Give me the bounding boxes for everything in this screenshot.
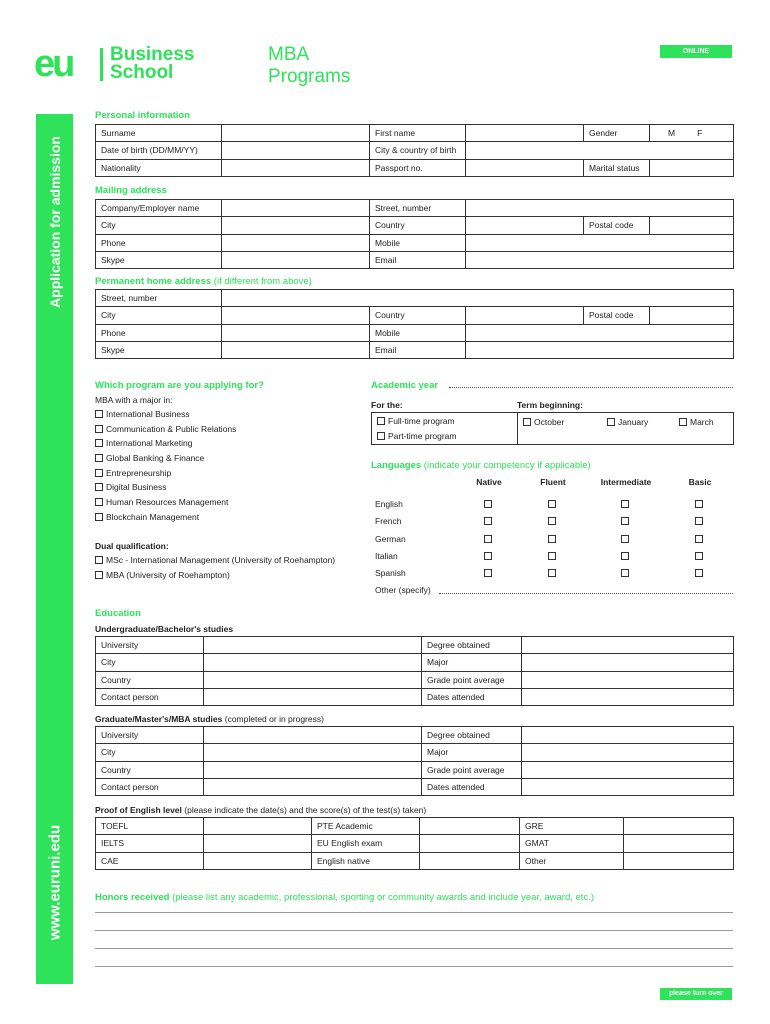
dual-label: MBA (University of Roehampton) [106,569,230,580]
label-phone: Phone [96,234,222,251]
permanent-address-table [95,289,734,359]
sidebar-url: www.euruni.edu [46,824,63,941]
ug-university-field[interactable] [204,637,422,654]
checkbox-icon[interactable] [484,517,492,525]
other-language-row [375,585,733,595]
perm-street-field[interactable] [222,290,734,307]
checkbox-icon[interactable] [548,517,556,525]
major-label: International Business [106,409,190,419]
ug-degree-field[interactable] [522,637,734,654]
eu-business-school-logo [34,44,224,86]
english-other-field[interactable] [624,852,734,869]
gre-field[interactable] [624,818,734,835]
program-heading [268,44,350,88]
major-label: Entrepreneurship [106,467,172,478]
major-item[interactable] [95,436,236,451]
january-option[interactable] [607,417,648,427]
label-cae: CAE [96,852,204,869]
label-nationality: Nationality [96,159,222,176]
major-list [95,407,236,525]
label-g-degree: Degree obtained [422,727,522,744]
languages-note: (indicate your competency if applicable) [423,460,591,471]
label-perm-skype: Skype [96,341,222,358]
sidebar-title: Application for admission [46,136,63,308]
other-language-field[interactable] [439,593,733,594]
label-postal: Postal code [584,217,650,234]
level-intermediate: Intermediate [600,476,652,487]
label-perm-phone: Phone [96,324,222,341]
major-item[interactable] [95,510,236,525]
sidebar-band [36,114,73,984]
logo-divider [100,48,103,81]
dual-item[interactable] [95,553,335,568]
g-major-field[interactable] [522,744,734,761]
languages-title-text: Languages [371,460,422,471]
fulltime-option[interactable] [377,414,512,429]
english-note: (please indicate the date(s) and the score(s) of the test(s) taken) [184,805,427,815]
label-passport: Passport no. [370,159,466,176]
checkbox-icon[interactable] [695,500,703,508]
label-g-major: Major [422,744,522,761]
gender-m[interactable]: M [668,128,676,139]
dual-item[interactable] [95,568,335,583]
october-option[interactable] [523,417,564,427]
label-gre: GRE [520,818,624,835]
major-label: Blockchain Management [106,511,200,522]
major-item[interactable] [95,422,236,437]
company-field[interactable] [222,200,370,217]
language-german: German [375,533,406,544]
languages-table [371,473,733,582]
ug-dates-field[interactable] [522,688,734,705]
logo-line-1: Business [110,44,195,65]
ug-gpa-field[interactable] [522,671,734,688]
perm-mobile-field[interactable] [466,324,734,341]
january-label: January [618,417,649,427]
perm-postal-field[interactable] [650,307,734,324]
country-field[interactable] [466,217,584,234]
city-country-birth-field[interactable] [466,142,734,159]
turn-over-badge: please turn over [660,988,732,1000]
major-item[interactable] [95,480,236,495]
label-ug-university: University [96,637,204,654]
section-title-education: Education [95,608,141,619]
toefl-field[interactable] [204,818,312,835]
checkbox-icon[interactable] [484,552,492,560]
language-italian: Italian [375,550,398,561]
checkbox-icon[interactable] [95,571,103,579]
label-perm-street: Street, number [96,290,222,307]
marital-field[interactable] [650,159,734,176]
pte-field[interactable] [420,818,520,835]
major-item[interactable] [95,495,236,510]
checkbox-icon[interactable] [695,535,703,543]
language-english: English [375,498,403,509]
label-surname: Surname [96,125,222,142]
program-heading-line-1: MBA [268,44,310,65]
level-basic: Basic [688,476,712,487]
gender-field[interactable] [650,125,734,142]
mobile-field[interactable] [466,234,734,251]
postal-field[interactable] [650,217,734,234]
english-title-row [95,805,426,815]
checkbox-icon[interactable] [95,425,103,433]
perm-country-field[interactable] [466,307,584,324]
dual-label: MSc - International Management (University of Roehampton) [106,555,336,565]
label-ug-major: Major [422,654,522,671]
level-fluent: Fluent [540,476,566,487]
term-cell [518,413,734,445]
label-ug-gpa: Grade point average [422,671,522,688]
checkbox-icon[interactable] [548,552,556,560]
checkbox-icon[interactable] [95,498,103,506]
eu-exam-field[interactable] [420,835,520,852]
street-field[interactable] [466,200,734,217]
checkbox-icon[interactable] [679,418,687,426]
checkbox-icon[interactable] [377,432,385,440]
major-item[interactable] [95,466,236,481]
gender-f[interactable]: F [697,128,703,139]
major-label: Human Resources Management [106,497,229,508]
ug-contact-field[interactable] [204,688,422,705]
march-label: March [690,417,714,427]
perm-city-field[interactable] [222,307,370,324]
label-perm-country: Country [370,307,466,324]
other-language-label: Other (specify) [375,585,431,595]
label-street: Street, number [370,200,466,217]
gmat-field[interactable] [624,835,734,852]
label-g-gpa: Grade point average [422,761,522,778]
online-badge: ONLINE [660,45,732,58]
checkbox-icon[interactable] [548,569,556,577]
label-pte: PTE Academic [312,818,420,835]
label-perm-postal: Postal code [584,307,650,324]
language-spanish: Spanish [375,568,406,579]
g-city-field[interactable] [204,744,422,761]
major-label: Communication & Public Relations [106,423,237,434]
ug-country-field[interactable] [204,671,422,688]
major-label: Digital Business [106,482,167,493]
nationality-field[interactable] [222,159,370,176]
label-company: Company/Employer name [96,200,222,217]
surname-field[interactable] [222,125,370,142]
label-g-contact: Contact person [96,778,204,795]
for-the-label: For the: [371,400,403,410]
label-g-dates: Dates attended [422,778,522,795]
major-label: International Marketing [106,438,193,449]
section-title-program: Which program are you applying for? [95,380,264,391]
checkbox-icon[interactable] [95,439,103,447]
section-title-mailing: Mailing address [95,185,167,196]
major-item[interactable] [95,451,236,466]
dual-list [95,553,335,582]
academic-year-field[interactable] [449,387,733,388]
perm-skype-field[interactable] [222,341,370,358]
logo-mark: eu [34,43,73,85]
language-french: French [375,516,402,527]
grad-title-row [95,714,324,724]
label-g-country: Country [96,761,204,778]
checkbox-icon[interactable] [484,569,492,577]
label-g-university: University [96,727,204,744]
checkbox-icon[interactable] [484,535,492,543]
checkbox-icon[interactable] [621,552,629,560]
label-city: City [96,217,222,234]
label-dob: Date of birth (DD/MM/YY) [96,142,222,159]
parttime-label: Part-time program [388,430,457,441]
october-label: October [534,417,565,427]
checkbox-icon[interactable] [484,500,492,508]
grad-table [95,726,734,796]
label-ug-contact: Contact person [96,688,204,705]
undergrad-table [95,636,734,706]
grad-title: Graduate/Master's/MBA studies [95,714,223,724]
perm-email-field[interactable] [466,341,734,358]
label-gmat: GMAT [520,835,624,852]
program-type-cell [372,413,518,445]
label-eu-exam: EU English exam [312,835,420,852]
parttime-option[interactable] [377,429,512,444]
march-option[interactable] [679,417,714,427]
ug-major-field[interactable] [522,654,734,671]
level-native: Native [476,476,502,487]
g-dates-field[interactable] [522,778,734,795]
english-table [95,817,734,870]
checkbox-icon[interactable] [695,552,703,560]
logo-line-2: School [110,62,174,83]
label-email: Email [370,251,466,268]
honors-line-4[interactable] [95,966,733,967]
label-ielts: IELTS [96,835,204,852]
languages-corner [371,473,457,490]
perm-phone-field[interactable] [222,324,370,341]
checkbox-icon[interactable] [695,569,703,577]
section-title-languages [371,460,591,471]
checkbox-icon[interactable] [548,535,556,543]
label-gender: Gender [584,125,650,142]
honors-line-2[interactable] [95,930,733,931]
dual-title: Dual qualification: [95,541,169,551]
label-ug-degree: Degree obtained [422,637,522,654]
label-english-other: Other [520,852,624,869]
checkbox-icon[interactable] [695,517,703,525]
label-english-native: English native [312,852,420,869]
permanent-title-text: Permanent home address [95,276,212,287]
checkbox-icon[interactable] [95,483,103,491]
label-marital: Marital status [584,159,650,176]
g-degree-field[interactable] [522,727,734,744]
label-ug-country: Country [96,671,204,688]
english-title: Proof of English level [95,805,182,815]
g-contact-field[interactable] [204,778,422,795]
city-field[interactable] [222,217,370,234]
major-label: Global Banking & Finance [106,453,205,464]
cae-field[interactable] [204,852,312,869]
checkbox-icon[interactable] [377,417,385,425]
personal-info-table [95,124,734,177]
checkbox-icon[interactable] [523,418,531,426]
label-country: Country [370,217,466,234]
email-field[interactable] [466,251,734,268]
grad-note: (completed or in progress) [224,714,324,724]
section-title-personal: Personal information [95,110,191,121]
label-first-name: First name [370,125,466,142]
checkbox-icon[interactable] [95,410,103,418]
passport-field[interactable] [466,159,584,176]
permanent-note: (if different from above) [213,276,312,287]
label-ug-dates: Dates attended [422,688,522,705]
ug-city-field[interactable] [204,654,422,671]
honors-line-3[interactable] [95,948,733,949]
program-heading-line-2: Programs [268,66,351,87]
label-g-city: City [96,744,204,761]
checkbox-icon[interactable] [95,469,103,477]
section-title-permanent [95,276,312,287]
checkbox-icon[interactable] [621,535,629,543]
section-title-honors [95,892,594,903]
dob-field[interactable] [222,142,370,159]
academic-year-label: Academic year [371,380,439,391]
honors-title-text: Honors received [95,892,170,903]
phone-field[interactable] [222,234,370,251]
honors-line-1[interactable] [95,912,733,913]
undergrad-title: Undergraduate/Bachelor's studies [95,624,234,634]
major-intro: MBA with a major in: [95,395,173,405]
checkbox-icon[interactable] [95,556,103,564]
label-city-country-birth: City & country of birth [370,142,466,159]
label-mobile: Mobile [370,234,466,251]
checkbox-icon[interactable] [621,517,629,525]
label-ug-city: City [96,654,204,671]
label-toefl: TOEFL [96,818,204,835]
academic-table [371,412,734,445]
label-perm-city: City [96,307,222,324]
ielts-field[interactable] [204,835,312,852]
g-university-field[interactable] [204,727,422,744]
logo-text [110,46,194,82]
g-gpa-field[interactable] [522,761,734,778]
label-perm-mobile: Mobile [370,324,466,341]
english-native-field[interactable] [420,852,520,869]
first-name-field[interactable] [466,125,584,142]
label-perm-email: Email [370,341,466,358]
mailing-address-table [95,199,734,269]
g-country-field[interactable] [204,761,422,778]
skype-field[interactable] [222,251,370,268]
checkbox-icon[interactable] [607,418,615,426]
checkbox-icon[interactable] [95,454,103,462]
checkbox-icon[interactable] [548,500,556,508]
term-label: Term beginning: [517,400,583,410]
fulltime-label: Full-time program [388,416,455,426]
checkbox-icon[interactable] [621,569,629,577]
checkbox-icon[interactable] [621,500,629,508]
major-item[interactable] [95,407,236,422]
academic-year-row [371,380,733,390]
honors-note: (please list any academic, professional, sporting or community awards and include year, award, etc.) [172,892,594,903]
checkbox-icon[interactable] [95,513,103,521]
label-skype: Skype [96,251,222,268]
